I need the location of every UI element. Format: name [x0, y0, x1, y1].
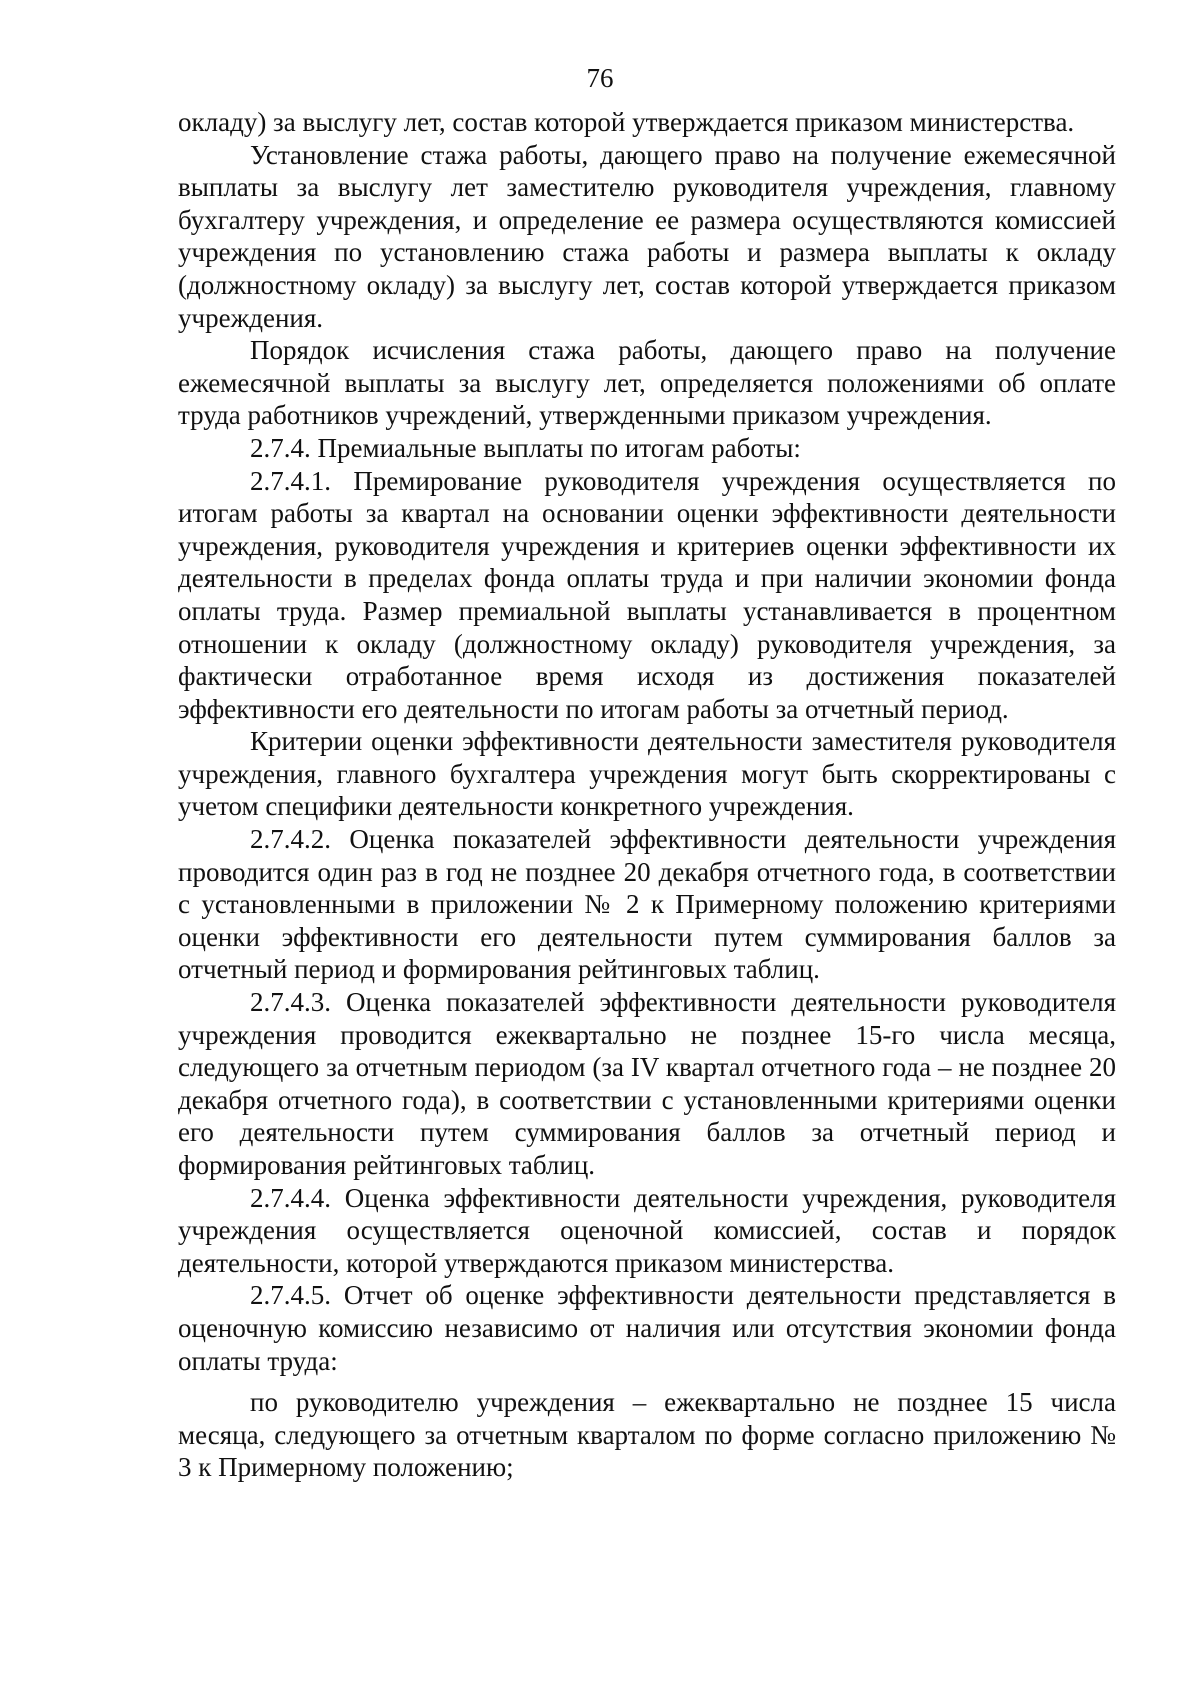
clause-2-7-4-4: 2.7.4.4. Оценка эффективности деятельности учреждения, руководителя учреждения осуществляется оценочной комиссией, состав и порядок деятельности, которой утверждаются приказом министерства.	[178, 1182, 1116, 1278]
paragraph-continuation: окладу) за выслугу лет, состав которой утверждается приказом министерства.	[178, 107, 1075, 137]
clause-2-7-4-3: 2.7.4.3. Оценка показателей эффективности деятельности руководителя учреждения проводится ежеквартально не позднее 15-го числа месяца, следующего за отчетным периодом (за IV квартал отчетного года – не позднее 20 декабря отчетного года), в соответствии с установленными критериями оценки его деятельности путем суммирования баллов за отчетный период и формирования рейтинговых таблиц.	[178, 987, 1116, 1180]
paragraph-seniority-calculation: Порядок исчисления стажа работы, дающего право на получение ежемесячной выплаты за выслугу лет, определяется положениями об оплате труда работников учреждений, утвержденными приказом учреждения.	[178, 335, 1116, 431]
document-body	[178, 106, 1116, 1484]
page-number: 76	[586, 63, 614, 93]
clause-2-7-4-1: 2.7.4.1. Премирование руководителя учреждения осуществляется по итогам работы за квартал на основании оценки эффективности деятельности учреждения, руководителя учреждения и критериев оценки эффективности их деятельности в пределах фонда оплаты труда и при наличии экономии фонда оплаты труда. Размер премиальной выплаты устанавливается в процентном отношении к окладу (должностному окладу) руководителя учреждения, за фактически отработанное время исходя из достижения показателей эффективности его деятельности по итогам работы за отчетный период.	[178, 465, 1116, 724]
clause-2-7-4-5: 2.7.4.5. Отчет об оценке эффективности деятельности представляется в оценочную комиссию независимо от наличия или отсутствия экономии фонда оплаты труда:	[178, 1280, 1116, 1376]
list-item-manager-report: по руководителю учреждения – ежеквартально не позднее 15 числа месяца, следующего за отчетным кварталом по форме согласно приложению № 3 к Примерному положению;	[178, 1387, 1116, 1483]
paragraph-criteria: Критерии оценки эффективности деятельности заместителя руководителя учреждения, главного бухгалтера учреждения могут быть скорректированы с учетом специфики деятельности конкретного учреждения.	[178, 726, 1116, 822]
paragraph-seniority-establishment: Установление стажа работы, дающего право на получение ежемесячной выплаты за выслугу лет заместителю руководителя учреждения, главному бухгалтеру учреждения, и определение ее размера осуществляются комиссией учреждения по установлению стажа работы и размера выплаты к окладу (должностному окладу) за выслугу лет, состав которой утверждается приказом учреждения.	[178, 139, 1116, 333]
section-heading-2-7-4: 2.7.4. Премиальные выплаты по итогам работы:	[250, 432, 801, 463]
clause-2-7-4-2: 2.7.4.2. Оценка показателей эффективности деятельности учреждения проводится один раз в год не позднее 20 декабря отчетного года, в соответствии с установленными в приложении № 2 к Примерному положению критериями оценки эффективности его деятельности путем суммирования баллов за отчетный период и формирования рейтинговых таблиц.	[178, 824, 1116, 985]
